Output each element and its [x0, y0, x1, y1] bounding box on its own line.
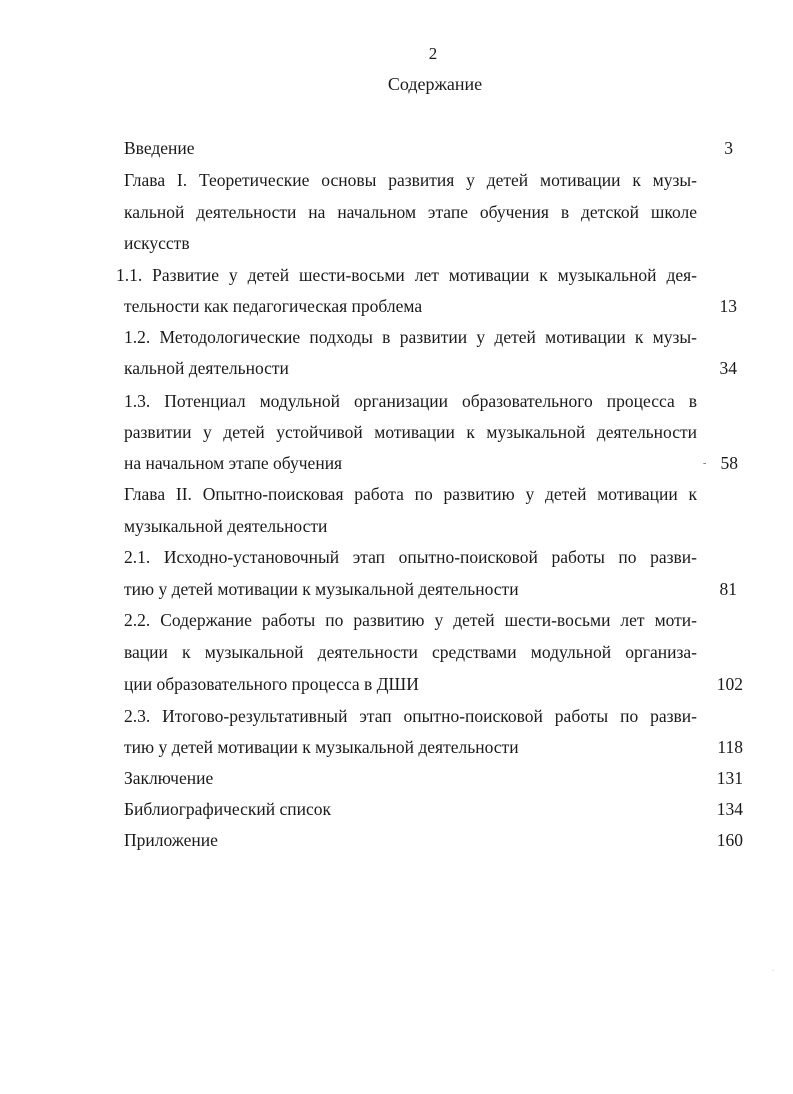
toc-entry-chapter-2-line-2: музыкальной деятельности — [124, 516, 328, 536]
toc-page-intro: 3 — [724, 138, 733, 158]
toc-entry-1-1-line-2: тельности как педагогическая проблема — [124, 296, 423, 316]
toc-page-2-1: 81 — [719, 579, 737, 599]
toc-entry-2-3-line-1: 2.3. Итогово-результативный этап опытно-поисковой работы по разви- — [124, 706, 697, 726]
toc-page-1-1: 13 — [719, 296, 737, 316]
toc-page-2-3: 118 — [717, 737, 743, 757]
scan-speck: - — [703, 458, 707, 469]
toc-page-appendix: 160 — [716, 830, 743, 850]
toc-entry-chapter-2-line-1: Глава II. Опытно-поисковая работа по развитию у детей мотивации к — [124, 484, 697, 504]
toc-entry-1-2-line-1: 1.2. Методологические подходы в развитии у детей мотивации к музы- — [124, 327, 697, 347]
toc-entry-1-3-line-3: на начальном этапе обучения — [124, 453, 343, 473]
toc-entry-chapter-1-line-2: кальной деятельности на начальном этапе обучения в детской школе — [124, 202, 697, 222]
toc-page-2-2: 102 — [716, 674, 743, 694]
toc-entry-1-3-line-2: развитии у детей устойчивой мотивации к музыкальной деятельности — [124, 422, 697, 442]
toc-entry-2-2-line-3: ции образовательного процесса в ДШИ — [124, 674, 419, 694]
toc-page-conclusion: 131 — [716, 768, 743, 788]
page-title: Содержание — [387, 74, 483, 94]
toc-page-1-3: 58 — [720, 453, 738, 473]
toc-entry-1-2-line-2: кальной деятельности — [124, 358, 289, 378]
toc-entry-2-2-line-1: 2.2. Содержание работы по развитию у детей шести-восьми лет моти- — [124, 610, 697, 630]
page-number: 2 — [428, 44, 438, 63]
toc-entry-chapter-1-line-3: искусств — [124, 233, 190, 253]
toc-entry-bibliography: Библиографический список — [124, 799, 332, 819]
toc-page-bibliography: 134 — [716, 799, 743, 819]
toc-entry-1-3-line-1: 1.3. Потенциал модульной организации образовательного процесса в — [124, 391, 697, 411]
toc-entry-conclusion: Заключение — [124, 768, 214, 788]
toc-entry-chapter-1-line-1: Глава I. Теоретические основы развития у детей мотивации к музы- — [124, 170, 697, 190]
toc-entry-intro: Введение — [124, 138, 195, 158]
toc-page-1-2: 34 — [719, 358, 737, 378]
toc-entry-2-1-line-2: тию у детей мотивации к музыкальной деятельности — [124, 579, 519, 599]
toc-entry-2-2-line-2: вации к музыкальной деятельности средствами модульной организа- — [124, 642, 697, 662]
scan-speck: · — [772, 968, 774, 974]
toc-entry-1-1-line-1: 1.1. Развитие у детей шести-восьми лет мотивации к музыкальной дея- — [116, 265, 697, 285]
toc-entry-appendix: Приложение — [124, 830, 218, 850]
toc-entry-2-1-line-1: 2.1. Исходно-установочный этап опытно-поисковой работы по разви- — [124, 547, 697, 567]
toc-entry-2-3-line-2: тию у детей мотивации к музыкальной деятельности — [124, 737, 519, 757]
